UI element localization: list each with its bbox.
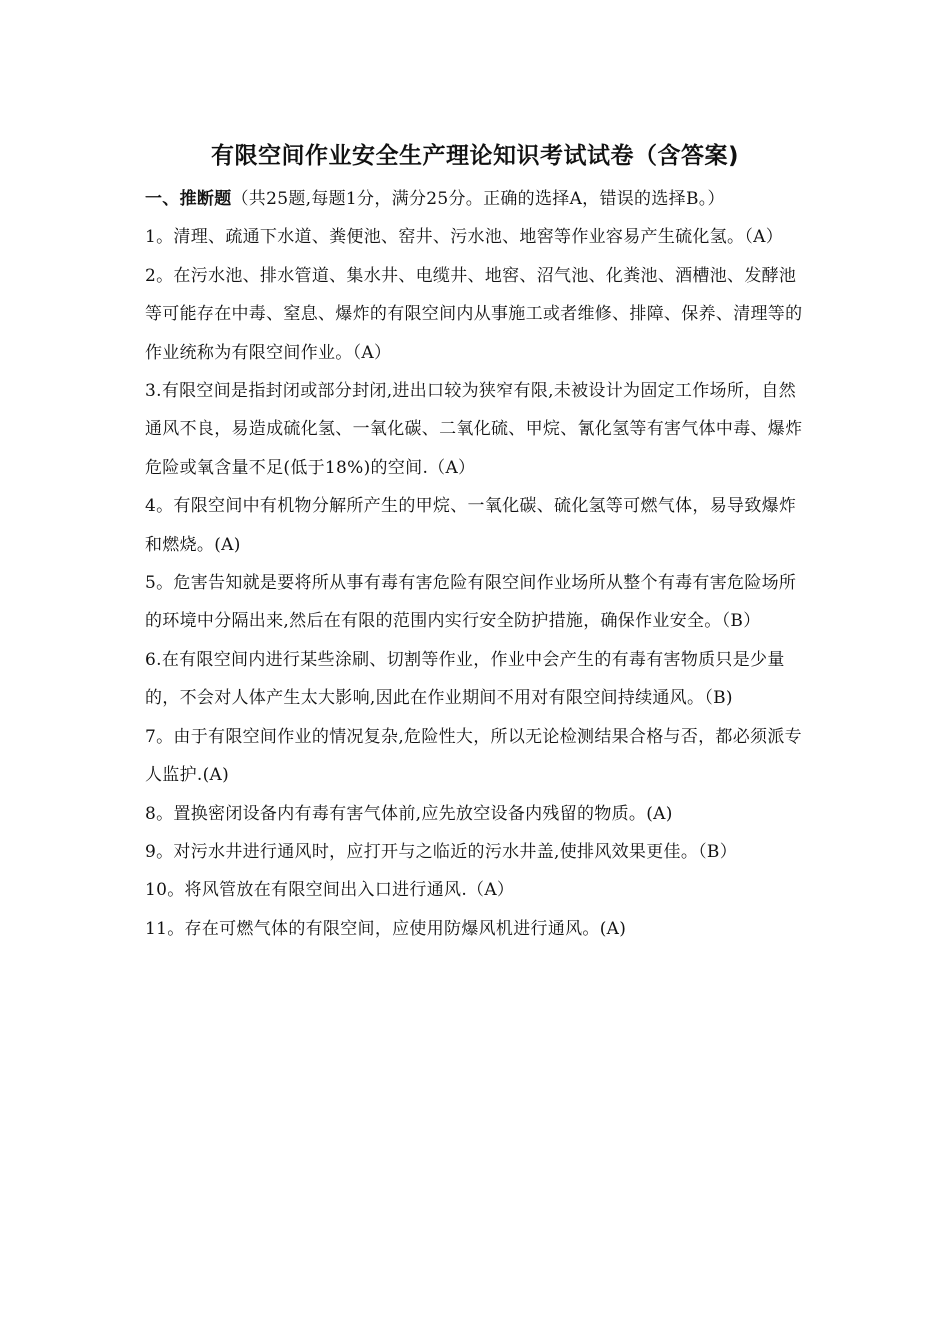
question-answer: (A) — [599, 918, 627, 939]
question-item — [145, 910, 810, 948]
question-item — [145, 372, 810, 487]
question-answer: （B） — [698, 841, 738, 862]
question-text: 8。置换密闭设备内有毒有害气体前,应先放空设备内残留的物质。 — [145, 803, 647, 824]
question-item — [145, 257, 810, 372]
document-body — [145, 180, 810, 948]
question-text: 2。在污水池、排水管道、集水井、电缆井、地窖、沼气池、化粪池、酒槽池、发酵池等可能存在中毒、窒息、爆炸的有限空间内从事施工或者维修、排障、保养、清理等的作业统称为有限空间作业。 — [145, 265, 803, 363]
question-answer: （A） — [744, 227, 784, 248]
question-answer: (A) — [646, 803, 673, 824]
question-item — [145, 641, 810, 718]
question-text: 4。有限空间中有机物分解所产生的甲烷、一氧化碳、硫化氢等可燃气体，易导致爆炸和燃烧。 — [145, 496, 797, 555]
question-answer: （A） — [352, 342, 392, 363]
section-instructions: （共25题,每题1分，满分25分。正确的选择A，错误的选择B。） — [231, 189, 725, 209]
question-text: 10。将风管放在有限空间出入口进行通风. — [145, 880, 468, 901]
question-item — [145, 833, 810, 871]
question-answer: （A） — [428, 457, 476, 478]
question-answer: (A) — [202, 765, 230, 786]
question-text: 6.在有限空间内进行某些涂刷、切割等作业，作业中会产生的有毒有害物质只是少量的，不会对人体产生太大影响,因此在作业期间不用对有限空间持续通风。 — [145, 649, 785, 709]
question-text: 7。由于有限空间作业的情况复杂,危险性大，所以无论检测结果合格与否，都必须派专人监护. — [145, 726, 802, 786]
question-answer: (A) — [214, 534, 241, 555]
question-item — [145, 718, 810, 795]
document-title: 有限空间作业安全生产理论知识考试试卷（含答案) — [210, 143, 739, 169]
question-answer: （B) — [704, 688, 733, 709]
question-text: 11。存在可燃气体的有限空间，应使用防爆风机进行通风。 — [145, 918, 600, 939]
question-answer: （B） — [721, 611, 761, 632]
question-item — [145, 871, 810, 909]
question-text: 5。危害告知就是要将所从事有毒有害危险有限空间作业场所从整个有毒有害危险场所的环境中分隔出来,然后在有限的范围内实行安全防护措施，确保作业安全。 — [145, 573, 797, 632]
question-item — [145, 795, 810, 833]
section-heading-label: 一、推断题 — [145, 189, 232, 209]
question-item — [145, 564, 810, 641]
question-text: 3.有限空间是指封闭或部分封闭,进出口较为狭窄有限,未被设计为固定工作场所，自然通风不良，易造成硫化氢、一氧化碳、二氧化硫、甲烷、氰化氢等有害气体中毒、爆炸危险或氧含量不足(低于18%)的空间. — [145, 381, 803, 478]
question-item — [145, 487, 810, 564]
question-text: 9。对污水井进行通风时，应打开与之临近的污水井盖,使排风效果更佳。 — [145, 841, 699, 862]
question-text: 1。清理、疏通下水道、粪便池、窑井、污水池、地窖等作业容易产生硫化氢。 — [145, 227, 745, 248]
question-item — [145, 218, 810, 256]
section-heading — [145, 180, 810, 218]
question-answer: （A） — [467, 880, 515, 901]
